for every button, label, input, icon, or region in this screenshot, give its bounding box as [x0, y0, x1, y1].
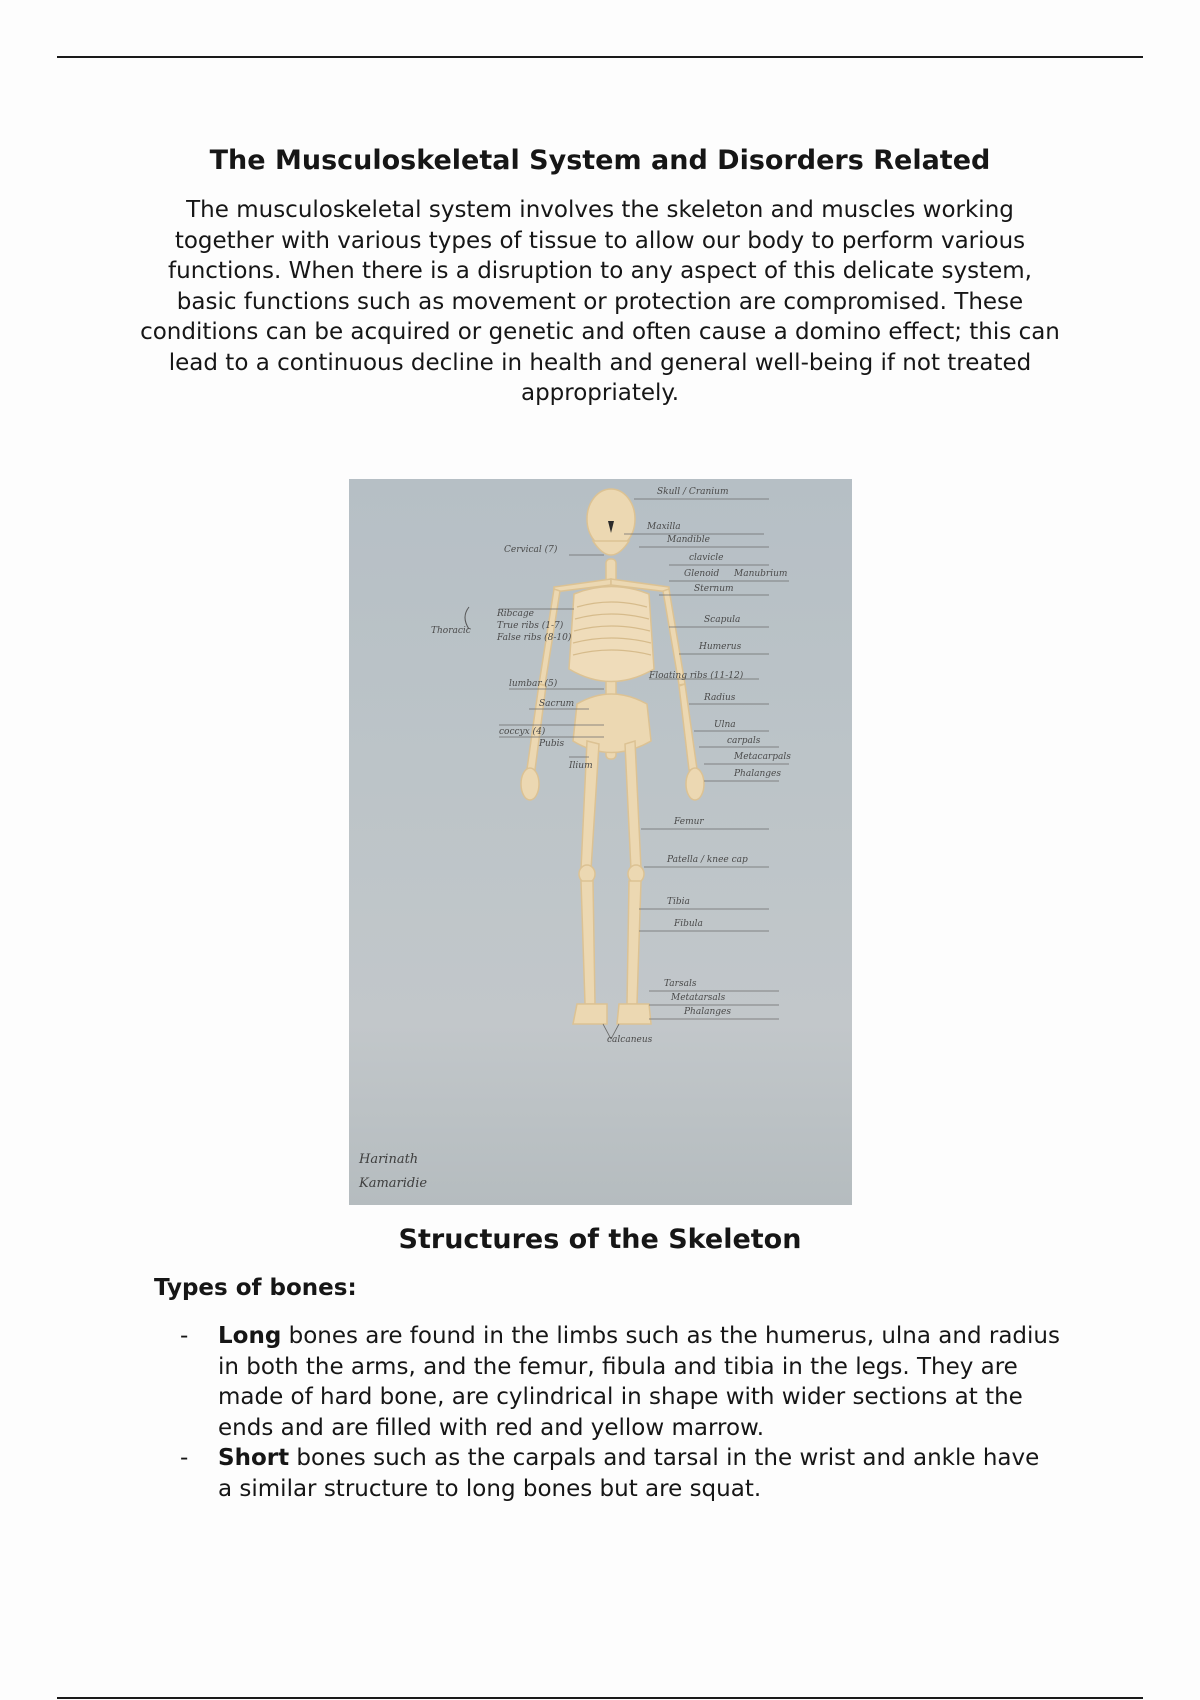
label-humerus: Humerus: [699, 642, 742, 652]
list-item: [180, 1443, 1060, 1504]
label-coccyx: coccyx (4): [499, 727, 546, 737]
label-femur: Femur: [674, 817, 704, 827]
label-carpals: carpals: [727, 736, 761, 746]
label-cervical: Cervical (7): [504, 545, 558, 555]
label-metatarsals: Metatarsals: [671, 993, 726, 1003]
bone-type-description: bones such as the carpals and tarsal in the wrist and ankle have a similar structure to long bones but are squat.: [218, 1445, 1040, 1502]
document-title: The Musculoskeletal System and Disorders Related: [209, 145, 991, 176]
bone-type-term: Short: [218, 1445, 290, 1471]
skeleton-drawing: [349, 479, 852, 1205]
bone-types-list: [180, 1321, 1060, 1504]
label-true-ribs: True ribs (1-7): [497, 621, 564, 631]
label-thoracic: Thoracic: [431, 626, 471, 636]
list-item: [180, 1321, 1060, 1443]
label-patella: Patella / knee cap: [667, 855, 748, 865]
bone-type-term: Long: [218, 1323, 282, 1349]
signature-line1: Harinath: [359, 1152, 419, 1167]
skeleton-figure: [349, 479, 852, 1205]
label-phalanges-foot: Phalanges: [684, 1007, 731, 1017]
section-heading: Structures of the Skeleton: [398, 1224, 802, 1255]
signature-line2: Kamaridie: [359, 1176, 428, 1191]
label-ribcage: Ribcage: [497, 609, 534, 619]
label-floating-ribs: Floating ribs (11-12): [649, 671, 744, 681]
label-tarsals: Tarsals: [664, 979, 697, 989]
label-metacarpals: Metacarpals: [734, 752, 791, 762]
bullet-marker: -: [180, 1323, 189, 1349]
label-ulna: Ulna: [714, 720, 736, 730]
label-false-ribs: False ribs (8-10): [497, 633, 572, 643]
label-sacrum: Sacrum: [539, 699, 575, 709]
intro-paragraph: The musculoskeletal system involves the skeleton and muscles working together with various types of tissue to allow our body to perform various functions. When there is a disruption to any aspect of this delicate system, basic functions such as movement or protection are compromised. These conditions can be acquired or genetic and often cause a domino effect; this can lead to a continuous decline in health and general well-being if not treated appropriately.: [140, 197, 1060, 406]
label-tibia: Tibia: [667, 897, 690, 907]
label-fibula: Fibula: [674, 919, 703, 929]
footer-rule: [57, 1697, 1143, 1699]
label-lumbar: lumbar (5): [509, 679, 558, 689]
header-rule: [57, 56, 1143, 58]
label-scapula: Scapula: [704, 615, 741, 625]
label-ilium: Ilium: [569, 761, 593, 771]
label-phalanges-hand: Phalanges: [734, 769, 781, 779]
bone-type-description: bones are found in the limbs such as the humerus, ulna and radius in both the arms, and the femur, fibula and tibia in the legs. They are made of hard bone, are cylindrical in shape with wider sections at the ends and are filled with red and yellow marrow.: [218, 1323, 1060, 1441]
types-of-bones-heading: Types of bones:: [154, 1275, 357, 1301]
label-manubrium: Manubrium: [734, 569, 788, 579]
label-maxilla: Maxilla: [647, 522, 681, 532]
label-calcaneus: calcaneus: [607, 1035, 653, 1045]
label-sternum: Sternum: [694, 584, 734, 594]
label-radius: Radius: [704, 693, 736, 703]
bullet-marker: -: [180, 1445, 189, 1471]
label-mandible: Mandible: [667, 535, 710, 545]
label-glenoid: Glenoid: [684, 569, 720, 579]
label-pubis: Pubis: [539, 739, 565, 749]
label-clavicle: clavicle: [689, 553, 724, 563]
label-skull: Skull / Cranium: [657, 487, 729, 497]
